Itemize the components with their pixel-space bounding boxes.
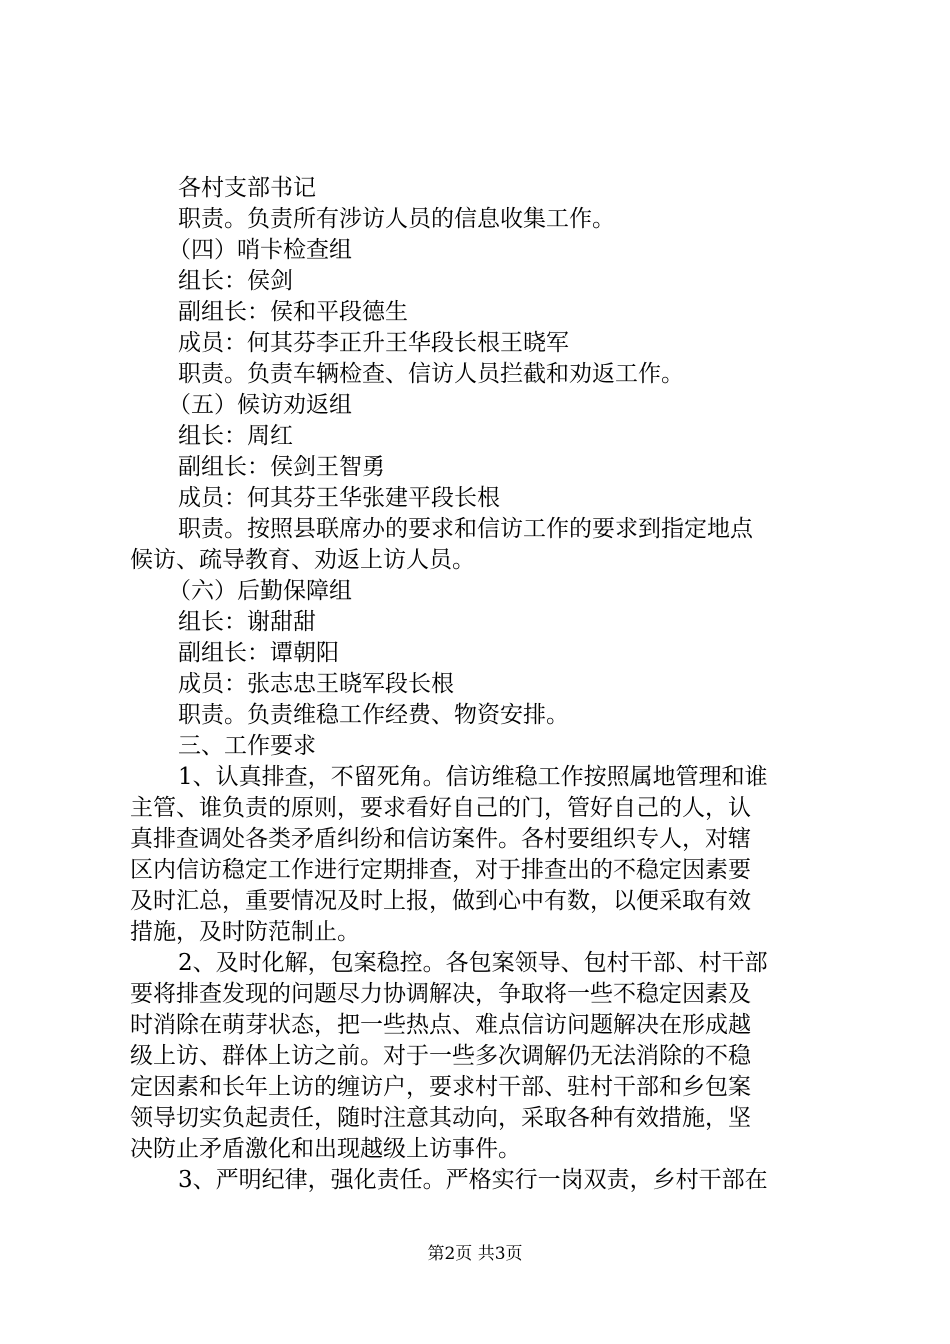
text-line: 决防止矛盾激化和出现越级上访事件。 bbox=[130, 1136, 521, 1162]
text-line: 时消除在萌芽状态，把一些热点、难点信访问题解决在形成越 bbox=[130, 1012, 751, 1038]
text-line: 各村支部书记 bbox=[178, 175, 316, 201]
text-line: 候访、疏导教育、劝返上访人员。 bbox=[130, 547, 475, 573]
section-heading: 三、工作要求 bbox=[178, 733, 316, 759]
document-body bbox=[130, 173, 830, 1196]
text-line: 副组长：侯剑王智勇 bbox=[178, 454, 385, 480]
text-line: 级上访、群体上访之前。对于一些多次调解仍无法消除的不稳 bbox=[130, 1043, 751, 1069]
text-line: 组长：侯剑 bbox=[178, 268, 293, 294]
text-line: 2、及时化解，包案稳控。各包案领导、包村干部、村干部 bbox=[178, 950, 768, 976]
text-line: 组长：谢甜甜 bbox=[178, 609, 316, 635]
text-line: 区内信访稳定工作进行定期排查，对于排查出的不稳定因素要 bbox=[130, 857, 751, 883]
section-heading: （四）哨卡检查组 bbox=[168, 237, 352, 263]
text-line: 真排查调处各类矛盾纠纷和信访案件。各村要组织专人，对辖 bbox=[130, 826, 751, 852]
section-heading: （五）候访劝返组 bbox=[168, 392, 352, 418]
text-line: 成员：何其芬王华张建平段长根 bbox=[178, 485, 500, 511]
text-line: 3、严明纪律，强化责任。严格实行一岗双责，乡村干部在 bbox=[178, 1167, 768, 1193]
text-line: 职责。负责所有涉访人员的信息收集工作。 bbox=[178, 206, 615, 232]
text-line: 成员：张志忠王晓军段长根 bbox=[178, 671, 454, 697]
text-line: 职责。负责车辆检查、信访人员拦截和劝返工作。 bbox=[178, 361, 684, 387]
text-line: 职责。负责维稳工作经费、物资安排。 bbox=[178, 702, 569, 728]
text-line: 及时汇总，重要情况及时上报，做到心中有数，以便采取有效 bbox=[130, 888, 751, 914]
text-line: 副组长：侯和平段德生 bbox=[178, 299, 408, 325]
text-line: 副组长：谭朝阳 bbox=[178, 640, 339, 666]
text-line: 职责。按照县联席办的要求和信访工作的要求到指定地点 bbox=[178, 516, 753, 542]
text-line: 要将排查发现的问题尽力协调解决，争取将一些不稳定因素及 bbox=[130, 981, 751, 1007]
text-line: 领导切实负起责任，随时注意其动向，采取各种有效措施，坚 bbox=[130, 1105, 751, 1131]
page-number-footer: 第2页 共3页 bbox=[427, 1244, 523, 1264]
text-line: 主管、谁负责的原则，要求看好自己的门，管好自己的人，认 bbox=[130, 795, 751, 821]
text-line: 定因素和长年上访的缠访户，要求村干部、驻村干部和乡包案 bbox=[130, 1074, 751, 1100]
text-line: 组长：周红 bbox=[178, 423, 293, 449]
text-line: 成员：何其芬李正升王华段长根王晓军 bbox=[178, 330, 569, 356]
text-line: 1、认真排查，不留死角。信访维稳工作按照属地管理和谁 bbox=[178, 764, 768, 790]
section-heading: （六）后勤保障组 bbox=[168, 578, 352, 604]
text-line: 措施，及时防范制止。 bbox=[130, 919, 360, 945]
